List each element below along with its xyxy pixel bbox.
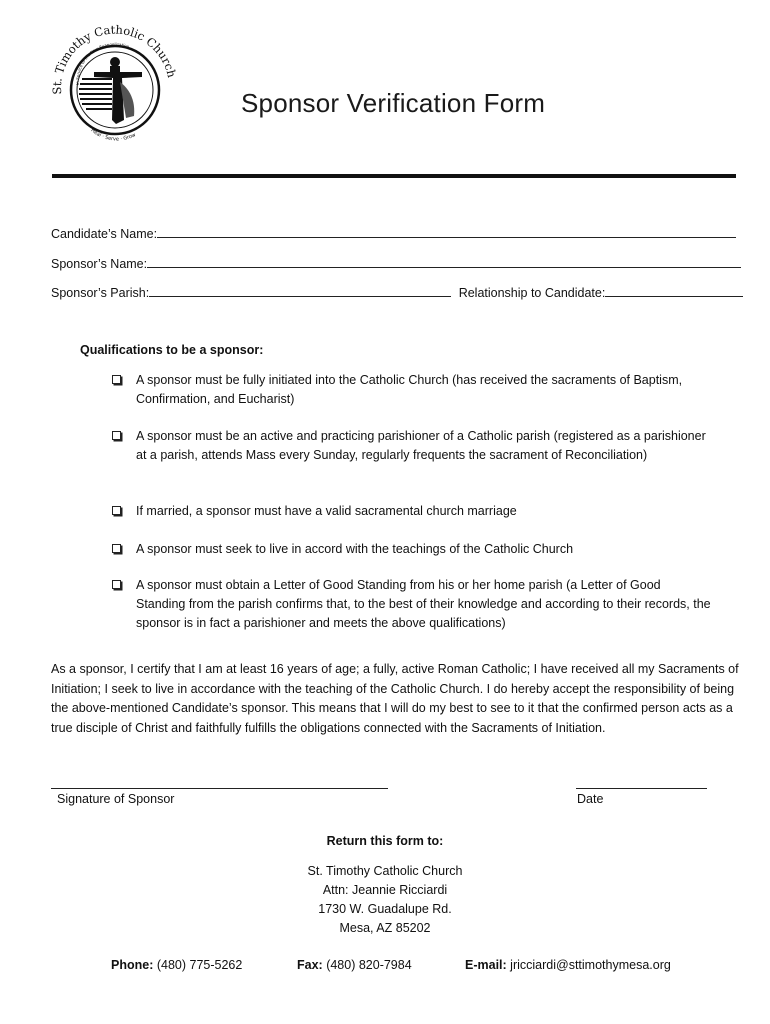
- candidate-name-field[interactable]: [157, 226, 736, 238]
- relationship-field[interactable]: [605, 285, 743, 297]
- candidate-name-label: Candidate’s Name:: [51, 227, 158, 241]
- checkbox-icon[interactable]: [112, 506, 121, 515]
- return-street: 1730 W. Guadalupe Rd.: [318, 902, 452, 916]
- header-divider: [52, 174, 736, 178]
- return-attn: Attn: Jeannie Ricciardi: [322, 883, 448, 897]
- qualification-item: If married, a sponsor must have a valid sacramental church marriage: [112, 502, 712, 521]
- sponsor-name-label: Sponsor’s Name:: [51, 257, 148, 271]
- return-heading: Return this form to:: [326, 834, 444, 848]
- date-line[interactable]: [576, 788, 707, 789]
- relationship-label: Relationship to Candidate:: [458, 286, 606, 300]
- fax-contact: Fax: (480) 820-7984: [297, 958, 412, 972]
- checkbox-icon[interactable]: [112, 544, 121, 553]
- email-contact: E-mail: jricciardi@sttimothymesa.org: [465, 958, 671, 972]
- sponsor-name-row: [51, 256, 741, 271]
- return-org: St. Timothy Catholic Church: [307, 864, 463, 878]
- sponsor-signature-line[interactable]: [51, 788, 388, 789]
- checkbox-icon[interactable]: [112, 375, 121, 384]
- phone-contact: Phone: (480) 775-5262: [111, 958, 243, 972]
- qualifications-heading: Qualifications to be a sponsor:: [80, 343, 264, 357]
- phone-number: (480) 775-5262: [156, 958, 243, 972]
- svg-text:In Service to the New Evangeli: In Service to the New Evangelization: [74, 41, 131, 86]
- return-city: Mesa, AZ 85202: [339, 921, 431, 935]
- svg-text:Heal · Serve · Grow: Heal · Serve · Grow: [89, 127, 137, 143]
- qualification-item: A sponsor must be an active and practicing parishioner of a Catholic parish (registered as a parishioner at a parish, attends Mass every Sunday, regularly frequents the sacrament of Reconciliation): [112, 427, 712, 465]
- email-link[interactable]: jricciardi@sttimothymesa.org: [510, 958, 671, 972]
- date-label: Date: [577, 792, 604, 806]
- sponsor-parish-field[interactable]: [149, 285, 451, 297]
- checkbox-icon[interactable]: [112, 431, 121, 440]
- sponsor-name-field[interactable]: [147, 256, 741, 268]
- checkbox-icon[interactable]: [112, 580, 121, 589]
- qualification-item: A sponsor must be fully initiated into the Catholic Church (has received the sacraments of Baptism, Confirmation, and Eucharist): [112, 371, 712, 409]
- form-title: Sponsor Verification Form: [241, 88, 546, 118]
- sponsor-parish-label: Sponsor’s Parish:: [51, 286, 150, 300]
- candidate-name-row: [51, 226, 736, 241]
- qualification-item: A sponsor must obtain a Letter of Good Standing from his or her home parish (a Letter of Good Standing from the parish confirms that, to the best of their knowledge and according to their records, the sponsor is in fact a parishioner and meets the above qualifications): [112, 576, 712, 633]
- church-logo: [50, 20, 180, 150]
- sponsor-parish-row: [51, 285, 743, 300]
- svg-text:St. Timothy Catholic Church: St. Timothy Catholic Church: [50, 22, 179, 95]
- sponsor-signature-label: Signature of Sponsor: [57, 792, 175, 806]
- qualification-item: A sponsor must seek to live in accord with the teachings of the Catholic Church: [112, 540, 712, 559]
- fax-number: (480) 820-7984: [326, 958, 412, 972]
- certification-paragraph: As a sponsor, I certify that I am at least 16 years of age; a fully, active Roman Catholic; I have received all my Sacraments of Initiation; I seek to live in accordance with the teaching of the Catholic Church. I do hereby accept the responsibility of being the above-mentioned Candidate’s sponsor. This means that I will do my best to see to it that the confirmed person acts as a true disciple of Christ and faithfully fulfills the obligations connected with the Sacraments of Initiation.: [51, 662, 739, 735]
